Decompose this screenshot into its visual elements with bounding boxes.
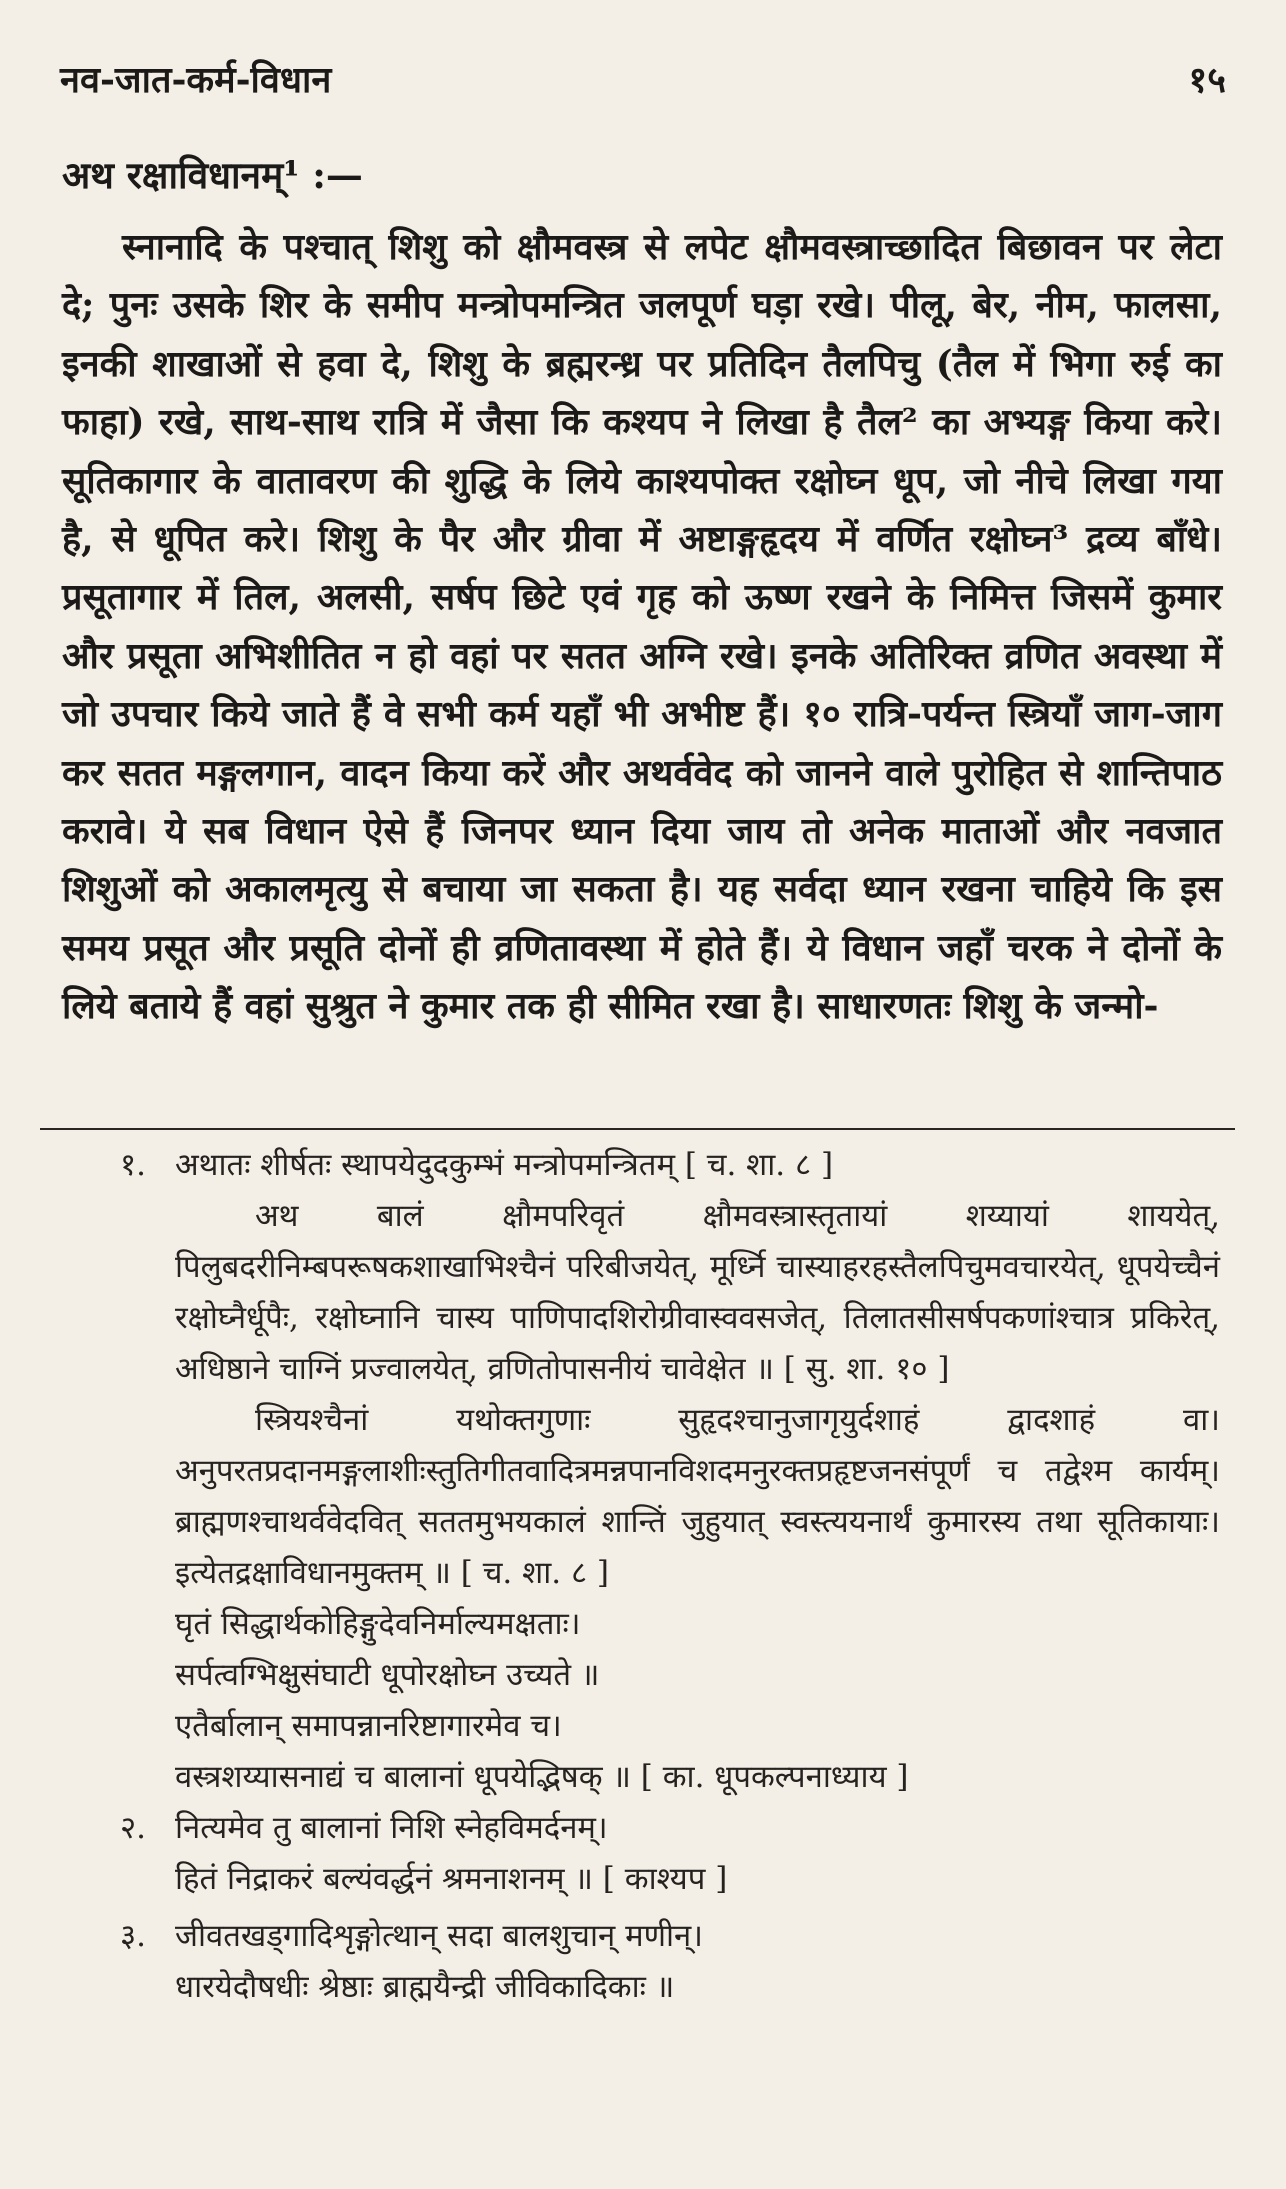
verse-line: जीवतखड्गादिशृङ्गोत्थान् सदा बालशुचान् मणीन्। bbox=[175, 1918, 704, 1954]
footnote-number: १. bbox=[120, 1147, 146, 1183]
footnotes bbox=[120, 1140, 1220, 2013]
footnote-body bbox=[175, 1803, 1220, 1905]
verse-line: सर्पत्वग्भिक्षुसंघाटी धूपोरक्षोघ्न उच्यते ॥ bbox=[175, 1657, 600, 1693]
running-title: नव-जात-कर्म-विधान bbox=[60, 58, 332, 101]
footnote-2 bbox=[120, 1803, 1220, 1905]
running-head bbox=[60, 48, 1226, 108]
footnote-1 bbox=[120, 1140, 1220, 1803]
verse-line: हितं निद्राकरं बल्यंवर्द्धनं श्रमनाशनम् ॥ [ काश्यप ] bbox=[175, 1861, 728, 1897]
footnote-body bbox=[175, 1911, 1220, 2013]
verse-line: धारयेदौषधीः श्रेष्ठाः ब्राह्मयैन्द्री जीविकादिकाः ॥ bbox=[175, 1969, 675, 2005]
footnote-body bbox=[175, 1140, 1220, 1803]
footnote-paragraph: अथ बालं क्षौमपरिवृतं क्षौमवस्त्रास्तृतायां शय्यायां शाययेत्, पिलुबदरीनिम्बपरूषकशाखाभिश्चैनं परिबीजयेत्, मूर्ध्नि चास्याहरहस्तैलपिचुमवचारयेत्, धूपयेच्चैनं रक्षोघ्नैर्धूपैः, रक्षोघ्नानि चास्य पाणिपादशिरोग्रीवास्ववसजेत्, तिलातसीसर्षपकणांश्चात्र प्रकिरेत्, अधिष्ठाने चाग्निं प्रज्वालयेत्, व्रणितोपासनीयं चावेक्षेत ॥ [ सु. शा. १० ] bbox=[175, 1198, 1220, 1387]
footnote-paragraph: स्त्रियश्चैनां यथोक्तगुणाः सुहृदश्चानुजागृयुर्दशाहं द्वादशाहं वा। अनुपरतप्रदानमङ्गलाशीःस्तुतिगीतवादित्रमन्नपानविशदमनुरक्तप्रहृष्टजनसंपूर्णं च तद्वेश्म कार्यम्। ब्राह्मणश्चाथर्ववेदवित् सततमुभयकालं शान्तिं जुहुयात् स्वस्त्ययनार्थं कुमारस्य तथा सूतिकायाः। इत्येतद्रक्षाविधानमुक्तम् ॥ [ च. शा. ८ ] bbox=[175, 1402, 1220, 1591]
footnote-number: २. bbox=[120, 1810, 146, 1846]
verse-line: घृतं सिद्धार्थकोहिङ्गुदेवनिर्माल्यमक्षताः। bbox=[175, 1606, 581, 1642]
verse-line: वस्त्रशय्यासनाद्यं च बालानां धूपयेद्भिषक् ॥ [ का. धूपकल्पनाध्याय ] bbox=[175, 1759, 909, 1795]
footnote-line: अथातः शीर्षतः स्थापयेदुदकुम्भं मन्त्रोपमन्त्रितम् [ च. शा. ८ ] bbox=[175, 1147, 834, 1183]
footnote-divider bbox=[40, 1128, 1235, 1130]
page-number: १५ bbox=[1188, 58, 1226, 101]
footnote-number: ३. bbox=[120, 1918, 146, 1954]
section-title: अथ रक्षाविधानम्¹ :— bbox=[62, 153, 363, 197]
verse-line: नित्यमेव तु बालानां निशि स्नेहविमर्दनम्। bbox=[175, 1810, 608, 1846]
verse-line: एतैर्बालान् समापन्नानरिष्टागारमेव च। bbox=[175, 1708, 562, 1744]
footnote-3 bbox=[120, 1911, 1220, 2013]
body-paragraph: स्नानादि के पश्चात् शिशु को क्षौमवस्त्र से लपेट क्षौमवस्त्राच्छादित बिछावन पर लेटा दे; पुनः उसके शिर के समीप मन्त्रोपमन्त्रित जलपूर्ण घड़ा रखे। पीलू, बेर, नीम, फालसा, इनकी शाखाओं से हवा दे, शिशु के ब्रह्मरन्ध्र पर प्रतिदिन तैलपिचु (तैल में भिगा रुई का फाहा) रखे, साथ-साथ रात्रि में जैसा कि कश्यप ने लिखा है तैल² का अभ्यङ्ग किया करे। सूतिकागार के वातावरण की शुद्धि के लिये काश्यपोक्त रक्षोघ्न धूप, जो नीचे लिखा गया है, से धूपित करे। शिशु के पैर और ग्रीवा में अष्टाङ्गहृदय में वर्णित रक्षोघ्न³ द्रव्य बाँधे। प्रसूतागार में तिल, अलसी, सर्षप छिटे एवं गृह को ऊष्ण रखने के निमित्त जिसमें कुमार और प्रसूता अभिशीतित न हो वहां पर सतत अग्नि रखे। इनके अतिरिक्त व्रणित अवस्था में जो उपचार किये जाते हैं वे सभी कर्म यहाँ भी अभीष्ट हैं। १० रात्रि-पर्यन्त स्त्रियाँ जाग-जाग कर सतत मङ्गलगान, वादन किया करें और अथर्ववेद को जानने वाले पुरोहित से शान्तिपाठ करावे। ये सब विधान ऐसे हैं जिनपर ध्यान दिया जाय तो अनेक माताओं और नवजात शिशुओं को अकालमृत्यु से बचाया जा सकता है। यह सर्वदा ध्यान रखना चाहिये कि इस समय प्रसूत और प्रसूति दोनों ही व्रणितावस्था में होते हैं। ये विधान जहाँ चरक ने दोनों के लिये बताये हैं वहां सुश्रुत ने कुमार तक ही सीमित रखा है। साधारणतः शिशु के जन्मो- bbox=[62, 226, 1222, 1028]
